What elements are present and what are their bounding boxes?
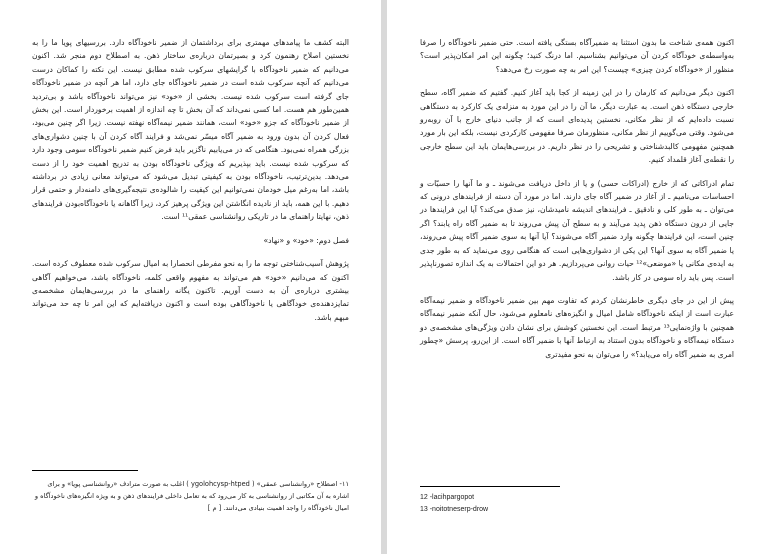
footnote-divider	[420, 486, 560, 487]
section-heading: فصل دوم: «خود» و «نهاد»	[263, 235, 349, 245]
right-paragraph-3: تمام ادراکاتی که از خارج (ادراکات حسی) و یا از داخل دریافت می‌شوند ـ و ما آنها را حسیّات و احساسات می‌نامیم ـ از آغاز در ضمیر آگاه جای دارند. اما در مورد آن دسته از فرایندهای درونی که می‌توان ـ به طور کلی و نادقیق ـ فرایندهای اندیشه نامیدشان، نیز صدق می‌کند؟ آیا این فرایندها در جایی از درون دستگاه ذهن پدید می‌آیند و به سطح آن پیش می‌روند تا به ضمیر آگاه راه یابند؟ اگر چنین است، این فرایندها چگونه وارد ضمیر آگاه می‌شوند؟ آیا آنها به سوی ضمیر آگاه پیش می‌روند، یا ضمیر آگاه به سوی آنها؟ این یکی از دشواری‌هایی است که هنگامی روی می‌نماید که به طور جدی به ایده‌ی مکانی یا «موضعی»¹² حیات روانی می‌پردازیم. هر دو این احتمالات به یک اندازه تصورناپذیر است. پس باید راه سومی در کار باشد.	[420, 178, 734, 282]
footnote-12: 12 -lacihpargopot	[420, 494, 475, 501]
right-page-body	[420, 36, 734, 371]
right-page	[387, 0, 768, 554]
footnote-divider	[32, 470, 138, 471]
right-paragraph-1: اکنون همه‌ی شناخت ما بدون استثنا به ضمیرآگاه بستگی یافته است. حتی ضمیر ناخودآگاه را صرفا به‌واسطه‌ی خودآگاه کردن آن می‌توانیم بشناسیم. اما درنگ کنید؛ چگونه این امر امکان‌پذیر است؟ منظور از «خودآگاه کردن چیزی» چیست؟ این امر به چه صورت رخ می‌دهد؟	[420, 38, 734, 74]
left-paragraph-1: البته کشف ما پیامدهای مهمتری برای برداشتمان از ضمیر ناخودآگاه دارد. بررسیهای پویا ما را به نخستین اصلاح رهنمون کرد و بصیرتمان درباره‌ی ساختار ذهن. به اصطلاح دوم منجر شد. اکنون می‌دانیم که ضمیر ناخودآگاه با گرایشهای سرکوب شده مطابق نیست. این نکته را کماکان درست می‌دانیم که آنچه سرکوب شده است در ضمیر ناخودآگاه جای دارد، اما هر آنچه در ضمیر ناخودآگاه جای گرفته است سرکوب شده نیست. بخشی از «خود» نیز می‌تواند ناخودآگاه باشد و بی‌تردید همین‌طور هم هست. اما کسی نمی‌داند که آن بخش تا چه اندازه از اهمیت برخوردار است. این بخش از ضمیر ناخودآگاه که جزو «خود» است، همانند ضمیر نیمه‌آگاه نهفته نیست. زیرا اگر چنین می‌بود، فعال کردن آن بدون ورود به ضمیر آگاه میسّر نمی‌شد و فرایند آگاه کردن آن با چنین دشواری‌های بزرگی همراه نمی‌بود. هنگامی که در می‌یابیم ناگزیر باید فرض کنیم ضمیر ناخودآگاه سومی وجود دارد که سرکوب شده نیست. باید بپذیریم که ویژگی ناخودآگاه بودن به تدریج اهمیت خود را از دست می‌دهد. بدین‌ترتیب، ناخودآگاه بودن به کیفیتی تبدیل می‌شود که می‌تواند معانی زیادی در برداشته باشد، اما به‌رغم میل خودمان نمی‌توانیم این کیفیت را شالوده‌ی نتیجه‌گیری‌های دامنه‌دار و حتمی قرار دهیم. با این همه، باید از نادیده انگاشتن این ویژگی پرهیز کرد، زیرا آگاهانه یا ناخودآگاه‌بودن فرایندهای ذهن، نهایتا راهنمای ما در تاریکی روانشناسی عمقی¹¹ است.	[32, 38, 349, 222]
right-paragraph-4: پیش از این در جای دیگری خاطرنشان کردم که تفاوت مهم بین ضمیر ناخودآگاه و ضمیر نیمه‌آگاه عبارت است از اینکه ناخودآگاه شامل امیال و انگیزه‌های نامعلوم می‌شود، حال آنکه ضمیر نیمه‌آگاه همچنین با واژه‌نمایی¹³ مرتبط است. این نخستین کوشش برای نشان دادن ویژگی‌های مشخصه‌ی دو دستگاه نیمه‌آگاه و ناخودآگاه بدون استناد به ارتباط آنها با ضمیر آگاه است. از این‌رو، پرسش «چطور امری به ضمیر آگاه راه می‌یابد؟» را می‌توان به نحو مفیدتری	[420, 295, 734, 359]
left-page	[0, 0, 381, 554]
left-footnote: ۱۱- اصطلاح «روانشناسی عمقی» ( ygolohcysp-htped ) اغلب به صورت مترادف «روانشناسی پویا» و برای اشاره به آن مکاتبی از روانشناسی به کار می‌رود که به تعامل داخلی فرایندهای ذهن و به ویژه انگیزه‌های ناخودآگاه و امیال ناخودآگاه را واجد اهمیت بنیادی می‌دانند. [ م ]	[34, 480, 349, 512]
left-page-body	[32, 36, 349, 334]
footnote-13: 13 -noitotneserp-drow	[420, 506, 489, 513]
right-paragraph-2: اکنون دیگر می‌دانیم که کارمان را در این زمینه از کجا باید آغاز کنیم. گفتیم که ضمیر آگاه، سطح خارجی دستگاه ذهن است. به عبارت دیگر، ما آن را در این مورد به منزله‌ی یک کارکرد به دستگاهی نسبت داده‌ایم که از نظر مکانی، نخستین پدیده‌ای است که از جانب دنیای خارج با آن روبه‌رو می‌شود. وقتی می‌گوییم از نظر مکانی، منظورمان صرفا مفهومی کارکردی نیست، بلکه این بار مورد همچنین مفهومی کالبدشناختی و تشریحی را در نظر داریم. در بررسی‌هایمان باید این سطح خارجی را نقطه‌ی آغاز قلمداد کنیم.	[420, 88, 734, 165]
left-paragraph-2: پژوهش آسیب‌شناختی توجه ما را به نحو مفرطی انحصارا به امیال سرکوب شده معطوف کرده است. اکنون که می‌دانیم «خود» هم می‌تواند به مفهوم واقعی کلمه، ناخودآگاه باشد، می‌خواهیم آگاهی بیشتری درباره‌ی آن به دست آوریم. تاکنون یگانه راهنمای ما در بررسی‌هایمان مشخصه‌ی تمایزدهنده‌ی خودآگاهی یا ناخودآگاهی بوده است و اکنون دریافته‌ایم که این امر تا چه حد می‌تواند مبهم باشد.	[32, 259, 349, 322]
